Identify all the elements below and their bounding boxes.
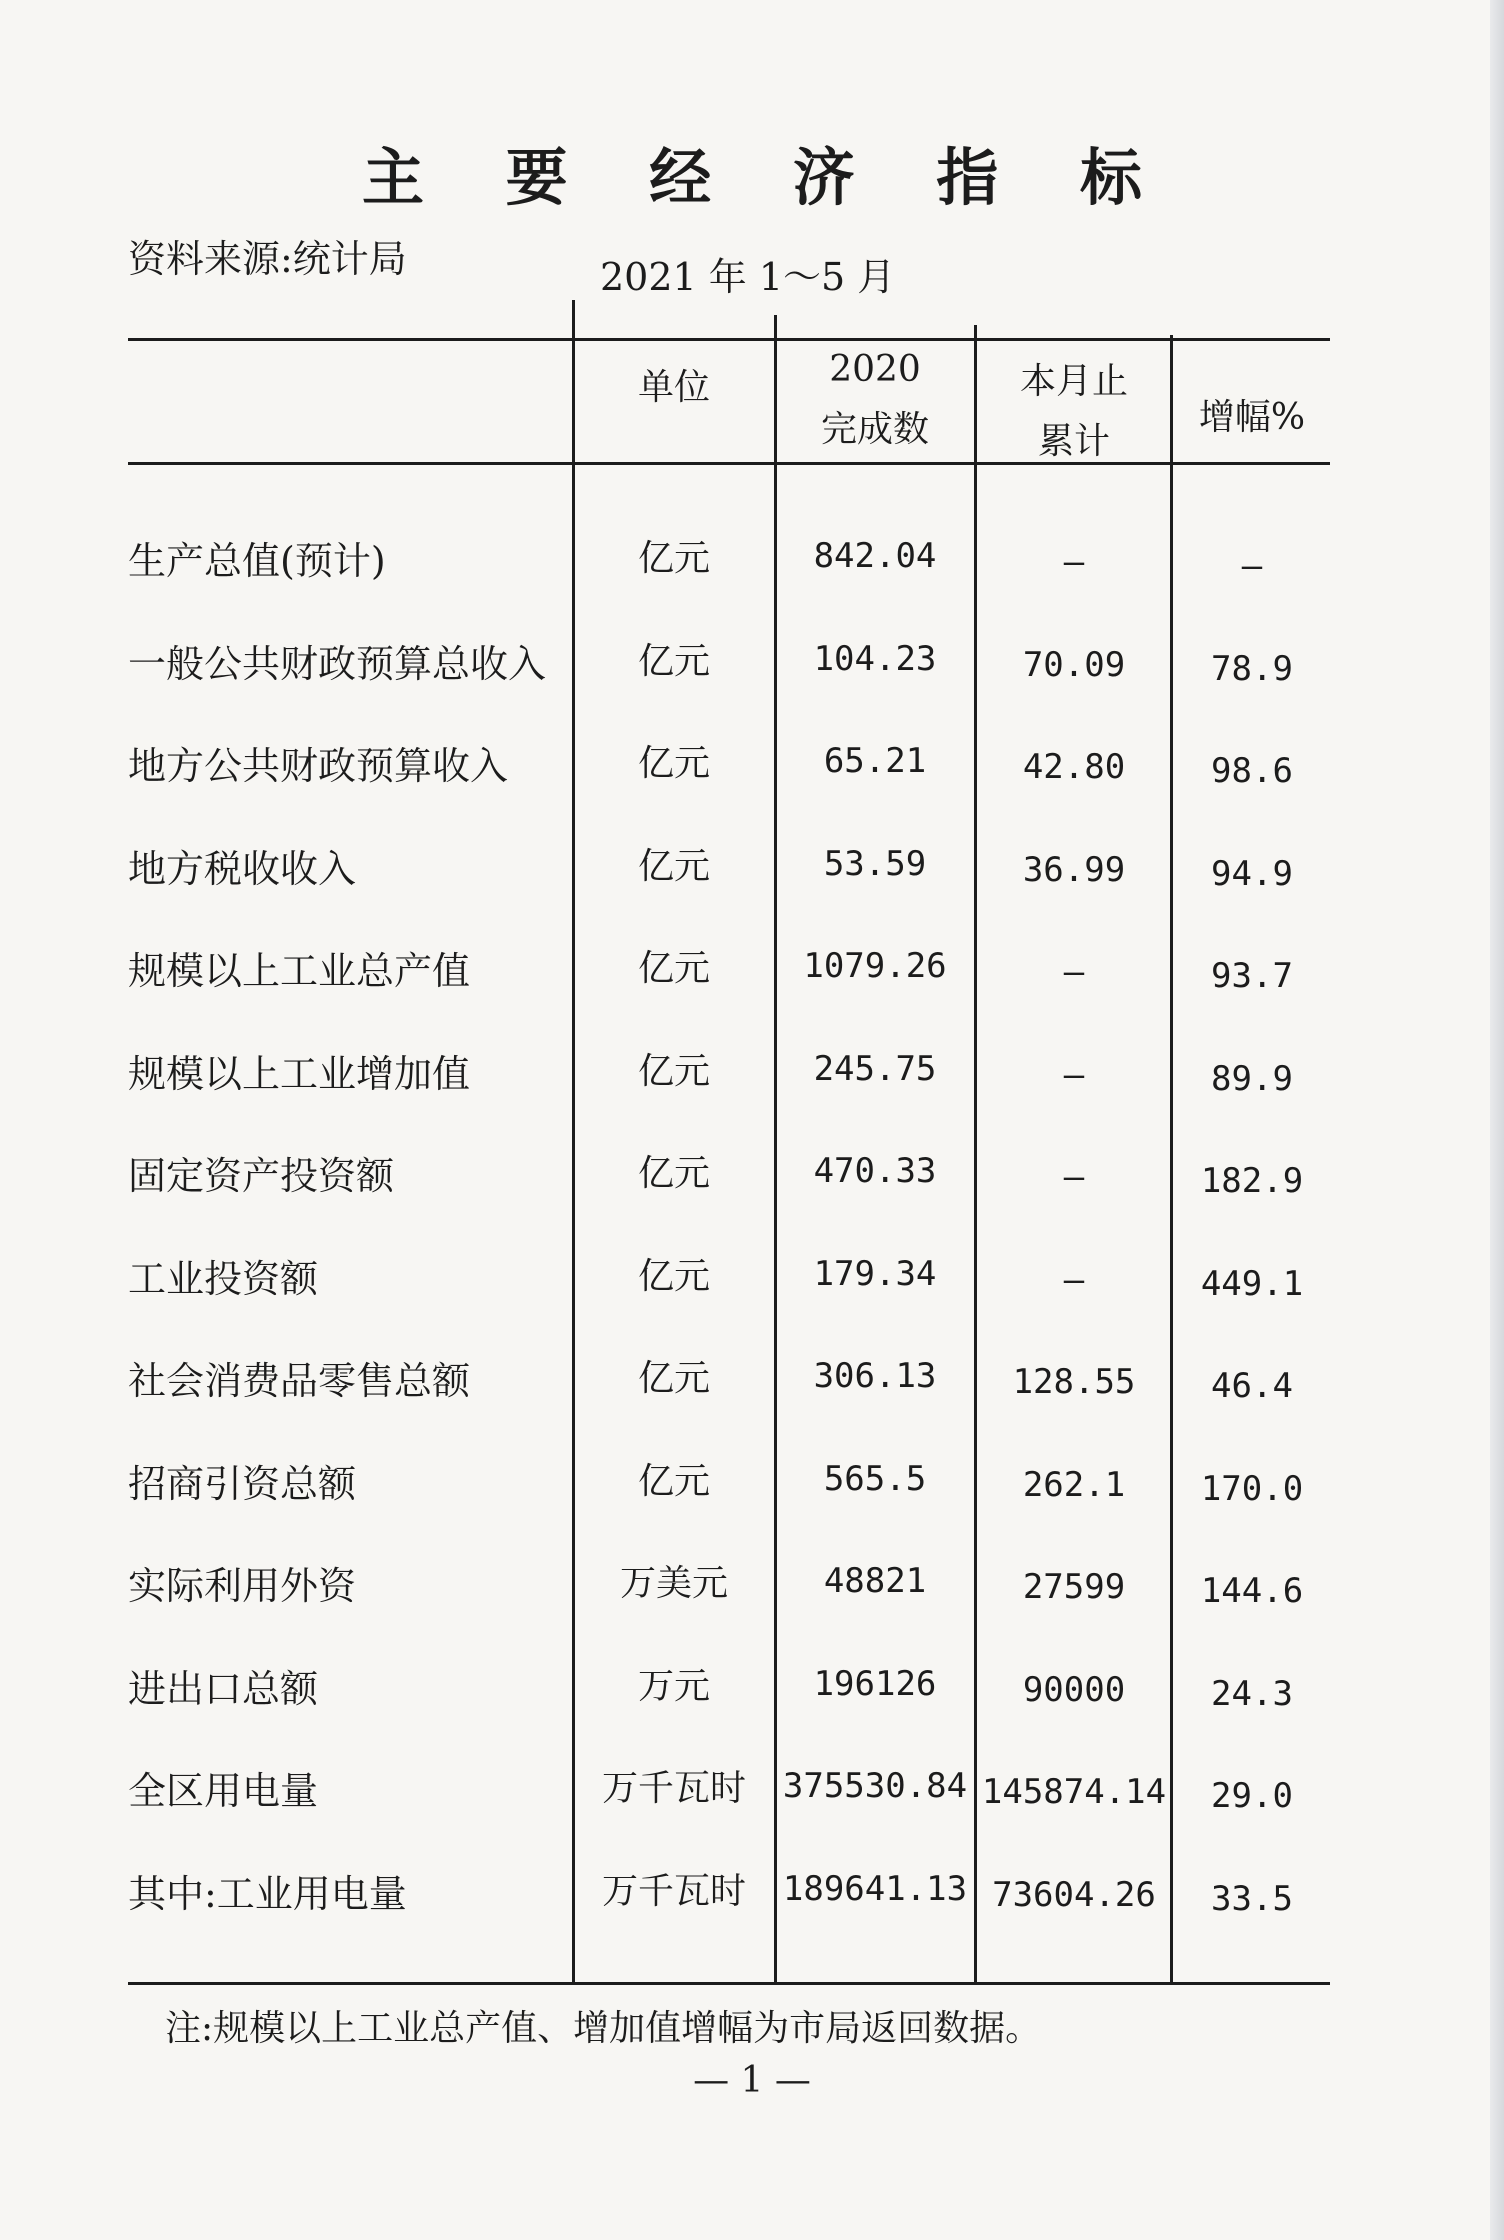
cell-unit: 亿元 bbox=[637, 1153, 710, 1194]
cell-2020-completed: 470.33 bbox=[813, 1151, 937, 1191]
cell-cumulative: — bbox=[1063, 1055, 1085, 1095]
row-label: 社会消费品零售总额 bbox=[128, 1359, 471, 1403]
cell-unit: 万千瓦时 bbox=[601, 1768, 746, 1809]
cell-2020-completed: 196126 bbox=[813, 1664, 937, 1704]
cell-2020-completed: 189641.13 bbox=[782, 1869, 968, 1909]
row-label: 一般公共财政预算总收入 bbox=[128, 642, 547, 686]
cell-growth: 98.6 bbox=[1211, 751, 1293, 791]
cell-cumulative: 27599 bbox=[1022, 1567, 1126, 1607]
cell-cumulative: 36.99 bbox=[1022, 850, 1126, 890]
header-2020-line1: 2020 bbox=[829, 349, 921, 390]
cell-unit: 亿元 bbox=[637, 641, 710, 682]
cell-2020-completed: 65.21 bbox=[823, 741, 927, 781]
cell-growth: 93.7 bbox=[1211, 956, 1293, 996]
table-top-rule bbox=[128, 338, 1330, 341]
cell-unit: 亿元 bbox=[637, 846, 710, 887]
cell-cumulative: 128.55 bbox=[1012, 1362, 1136, 1402]
cell-growth: 24.3 bbox=[1211, 1674, 1293, 1714]
cell-growth: — bbox=[1241, 546, 1263, 586]
header-growth: 增幅% bbox=[1198, 397, 1306, 438]
data-source: 资料来源:统计局 bbox=[128, 237, 407, 281]
cell-cumulative: 90000 bbox=[1022, 1670, 1126, 1710]
header-unit: 单位 bbox=[637, 367, 710, 408]
row-label: 生产总值(预计) bbox=[128, 539, 386, 583]
cell-2020-completed: 104.23 bbox=[813, 639, 937, 679]
page-edge bbox=[1490, 0, 1504, 2240]
row-label: 招商引资总额 bbox=[128, 1462, 357, 1506]
cell-2020-completed: 306.13 bbox=[813, 1356, 937, 1396]
header-cumulative-line1: 本月止 bbox=[1019, 361, 1128, 402]
cell-2020-completed: 565.5 bbox=[823, 1459, 927, 1499]
page-title: 主 要 经 济 指 标 bbox=[362, 141, 1172, 214]
column-divider-2020 bbox=[774, 315, 777, 1982]
cell-cumulative: — bbox=[1063, 542, 1085, 582]
cell-unit: 亿元 bbox=[637, 538, 710, 579]
row-label: 实际利用外资 bbox=[128, 1564, 357, 1608]
cell-unit: 亿元 bbox=[637, 1051, 710, 1092]
table-bottom-rule bbox=[128, 1982, 1330, 1985]
report-period: 2021 年 1～5 月 bbox=[600, 255, 896, 299]
header-cumulative-line2: 累计 bbox=[1037, 421, 1110, 462]
cell-unit: 万美元 bbox=[619, 1563, 728, 1604]
cell-2020-completed: 375530.84 bbox=[782, 1766, 968, 1806]
cell-cumulative: 73604.26 bbox=[992, 1875, 1156, 1915]
cell-unit: 亿元 bbox=[637, 1461, 710, 1502]
cell-growth: 33.5 bbox=[1211, 1879, 1293, 1919]
cell-unit: 万元 bbox=[637, 1666, 710, 1707]
cell-cumulative: 262.1 bbox=[1022, 1465, 1126, 1505]
cell-growth: 89.9 bbox=[1211, 1059, 1293, 1099]
row-label: 固定资产投资额 bbox=[128, 1154, 395, 1198]
header-2020-line2: 完成数 bbox=[820, 409, 929, 450]
cell-growth: 29.0 bbox=[1211, 1776, 1293, 1816]
cell-cumulative: — bbox=[1063, 1260, 1085, 1300]
row-label: 全区用电量 bbox=[128, 1769, 319, 1813]
cell-2020-completed: 1079.26 bbox=[803, 946, 947, 986]
cell-unit: 亿元 bbox=[637, 1256, 710, 1297]
footnote: 注:规模以上工业总产值、增加值增幅为市局返回数据。 bbox=[165, 2008, 1042, 2049]
column-divider-unit bbox=[572, 300, 575, 1982]
row-label: 进出口总额 bbox=[128, 1667, 319, 1711]
header-2020 bbox=[778, 340, 972, 460]
cell-cumulative: — bbox=[1063, 952, 1085, 992]
cell-growth: 182.9 bbox=[1200, 1161, 1304, 1201]
column-divider-cumulative bbox=[974, 325, 977, 1982]
cell-growth: 94.9 bbox=[1211, 854, 1293, 894]
cell-growth: 46.4 bbox=[1211, 1366, 1293, 1406]
row-label: 地方税收收入 bbox=[128, 847, 357, 891]
cell-cumulative: 70.09 bbox=[1022, 645, 1126, 685]
cell-unit: 亿元 bbox=[637, 948, 710, 989]
cell-2020-completed: 53.59 bbox=[823, 844, 927, 884]
cell-2020-completed: 179.34 bbox=[813, 1254, 937, 1294]
row-label: 规模以上工业增加值 bbox=[128, 1052, 471, 1096]
cell-2020-completed: 245.75 bbox=[813, 1049, 937, 1089]
row-label: 工业投资额 bbox=[128, 1257, 319, 1301]
row-label: 其中:工业用电量 bbox=[128, 1872, 407, 1916]
cell-cumulative: — bbox=[1063, 1157, 1085, 1197]
cell-growth: 144.6 bbox=[1200, 1571, 1304, 1611]
cell-2020-completed: 48821 bbox=[823, 1561, 927, 1601]
page-number: — 1 — bbox=[693, 2060, 811, 2101]
cell-unit: 亿元 bbox=[637, 743, 710, 784]
cell-growth: 170.0 bbox=[1200, 1469, 1304, 1509]
row-label: 地方公共财政预算收入 bbox=[128, 744, 509, 788]
cell-2020-completed: 842.04 bbox=[813, 536, 937, 576]
cell-unit: 万千瓦时 bbox=[601, 1871, 746, 1912]
column-divider-growth bbox=[1170, 335, 1173, 1982]
cell-growth: 78.9 bbox=[1211, 649, 1293, 689]
header-cumulative bbox=[978, 352, 1170, 472]
cell-growth: 449.1 bbox=[1200, 1264, 1304, 1304]
cell-unit: 亿元 bbox=[637, 1358, 710, 1399]
row-label: 规模以上工业总产值 bbox=[128, 949, 471, 993]
cell-cumulative: 145874.14 bbox=[981, 1772, 1167, 1812]
cell-cumulative: 42.80 bbox=[1022, 747, 1126, 787]
